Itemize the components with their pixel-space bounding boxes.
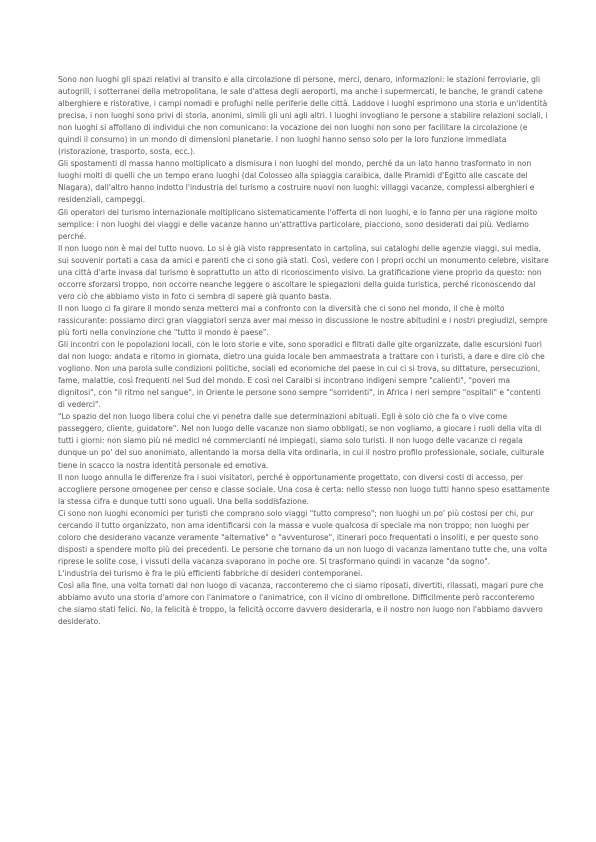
paragraph-4: Il non luogo non è mai del tutto nuovo. Lo si è già visto rappresentato in cartolina, sui cataloghi delle agenzie viaggi, sui media, sui souvenir portati a casa da amici e parenti che ci sono già stati. Così, vedere con i propri occhi un monumento celebre, visitare una città d'arte invasa dal turismo è soprattutto un atto di riconoscimento visivo. La gratificazione viene proprio da questo: non occorre sforzarsi troppo, non occorre neanche leggere o ascoltare le spiegazioni della guida turistica, perché riconoscendo dal vero ciò che abbiamo visto in foto ci sembra di sapere già quanto basta. — [58, 243, 549, 301]
document-body — [58, 74, 550, 628]
paragraph-9: Ci sono non luoghi economici per turisti che comprano solo viaggi "tutto compreso"; non luoghi un po' più costosi per chi, pur cercando il tutto organizzato, non ama identificarsi con la massa e vuole qualcosa di speciale ma non troppo; non luoghi per coloro che desiderano vacanze veramente "alternative" o "avventurose", itinerari poco frequentati o insoliti, e per questo sono disposti a spendere molto più dei precedenti. Le persone che tornano da un non luogo di vacanza lamentano tutte che, una volta riprese le solite cose, i vissuti della vacanza svaporano in poche ore. Si trasformano quindi in vacanze "da sogno". — [58, 508, 548, 566]
paragraph-2: Gli spostamenti di massa hanno moltiplicato a dismisura i non luoghi del mondo, perché da un lato hanno trasformato in non luoghi molti di quelli che un tempo erano luoghi (dal Colosseo alla spiaggia caraibica, dalle Piramidi d'Egitto alle cascate del Niagara), dall'altro hanno indotto l'industria del turismo a costruire nuovi non luoghi: villaggi vacanze, complessi alberghieri e residenziali, campeggi. — [58, 159, 535, 205]
paragraph-8: Il non luogo annulla le differenze fra i suoi visitatori, perché è opportunamente progettato, con diversi costi di accesso, per accogliere persone omogenee per censo e classe sociale. Una cosa è certa: nello stesso non luogo tutti hanno speso esattamente la stessa cifra e dunque tutti sono uguali. Una bella soddisfazione. — [58, 472, 550, 506]
paragraph-10: L'industria del turismo è fra le più efficienti fabbriche di desideri contemporanei. — [58, 568, 363, 578]
paragraph-1: Sono non luoghi gli spazi relativi al transito e alla circolazione di persone, merci, denaro, informazioni: le stazioni ferroviarie, gli autogrill, i sotterranei della metropolitana, le sale d'attesa degli aeroporti, ma anche i supermercati, le banche, le grandi catene alberghiere e ristorative, i campi nomadi e profughi nelle periferie delle città. Laddove i luoghi esprimono una storia e un'identità precisa, i non luoghi sono privi di storia, anonimi, simili gli uni agli altri. I luoghi invogliano le persone a stabilire relazioni sociali, i non luoghi si affollano di individui che non comunicano: la vocazione dei non luoghi non sono per facilitare la circolazione (e quindi il consumo) in un mondo di dimensioni planetarie. I non luoghi hanno senso solo per la loro funzione immediata (ristorazione, trasporto, sosta, ecc.). — [58, 75, 548, 157]
paragraph-6: Gli incontri con le popolazioni locali, con le loro storie e vite, sono sporadici e filtrati dalle gite organizzate, dalle escursioni fuori dal non luogo: andata e ritorno in giornata, dietro una guida locale ben ammaestrata a trattare con i turisti, a dare e dire ciò che vogliono. Non una parola sulle condizioni politiche, sociali ed economiche del paese in cui ci si trova, su dittature, persecuzioni, fame, malattie, così frequenti nel Sud del mondo. E così nei Caraibi si incontrano indigeni sempre "calienti", "poveri ma dignitosi", con "il ritmo nel sangue", in Oriente le persone sono sempre "sorridenti", in Africa i neri sempre "ospitali" e "contenti di vederci". — [58, 340, 545, 410]
paragraph-5: Il non luogo ci fa girare il mondo senza metterci mai a confronto con la diversità che ci sono nel mondo, il che è molto rassicurante: possiamo dirci gran viaggiatori senza aver mai messo in discussione le nostre abitudini e i nostri pregiudizi, sempre più forti nella convinzione che "tutto il mondo è paese". — [58, 303, 548, 337]
paragraph-7: "Lo spazio del non luogo libera colui che vi penetra dalle sue determinazioni abituali. Egli è solo ciò che fa o vive come passeggero, cliente, guidatore". Nel non luogo delle vacanze non siamo obbligati, se non vogliamo, a giocare i ruoli della vita di tutti i giorni: non siamo più né medici né commercianti né impiegati, siamo solo turisti. Il non luogo delle vacanze ci regala dunque un po' del suo anonimato, allentando la morsa della vita ordinaria, in cui il nostro profilo professionale, sociale, culturale tiene in scacco la nostra identità personale ed emotiva. — [58, 412, 545, 470]
paragraph-3: Gli operatori del turismo internazionale moltiplicano sistematicamente l'offerta di non luoghi, e lo fanno per una ragione molto semplice: i non luoghi dei viaggi e delle vacanze hanno un'attrattiva particolare, piacciono, sono desiderati dai più. Vediamo perché. — [58, 207, 538, 241]
paragraph-11: Così alla fine, una volta tornati dal non luogo di vacanza, racconteremo che ci siamo riposati, divertiti, rilassati, magari pure che abbiamo avuto una storia d'amore con l'animatore o l'animatrice, con il vicino di ombrellone. Difficilmente però racconteremo che siamo stati felici. No, la felicità è troppo, la felicità occorre davvero desiderarla, e il nostro non luogo non l'abbiamo davvero desiderato. — [58, 580, 544, 627]
